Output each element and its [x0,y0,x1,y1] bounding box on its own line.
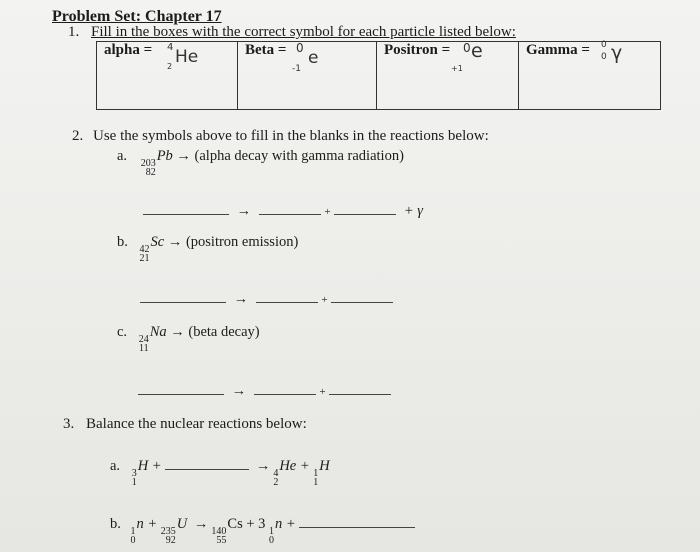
beta-charge: -1 [292,64,301,74]
nuclide-term: He + [279,458,310,474]
nuclide-term: U [176,516,188,532]
arrow: → [236,203,252,219]
atomic-number: 92 [165,535,176,546]
nuclide-symbol: Na [149,324,167,340]
atomic-number: 1 [313,477,319,488]
mass-number: 203 [140,158,156,169]
positron-label: Positron = [384,42,451,58]
positron-symbol: e [471,40,483,62]
alpha-charge: 2 [167,62,173,71]
question-3-text: Balance the nuclear reactions below: [86,416,307,432]
blank-field[interactable] [259,200,321,215]
reaction-2b [117,234,298,263]
blank-field[interactable] [299,513,415,528]
reaction-description: → (beta decay) [170,324,260,340]
beta-mass: 0 [296,41,304,55]
part-letter: a. [110,458,121,474]
plus: + [321,294,328,306]
reaction-3b [110,513,415,545]
part-letter: a. [117,148,128,164]
mass-number: 42 [139,244,150,255]
reaction-3a [110,455,330,487]
mass-number: 24 [138,334,149,345]
answer-line-2b [140,288,393,308]
question-3 [63,416,307,433]
blank-field[interactable] [254,380,316,395]
arrow: → [193,516,209,532]
question-2 [72,128,489,145]
mass-number: 1 [269,526,275,537]
positron-charge: +1 [451,64,463,73]
nuclide-symbol: Sc [150,234,165,250]
beta-cell[interactable] [238,42,377,109]
positron-cell[interactable] [377,42,519,109]
blank-field[interactable] [331,288,393,303]
reaction-description: → (positron emission) [167,234,299,250]
nuclide-term: n + [136,516,158,532]
page-title: Problem Set: Chapter 17 [52,8,222,25]
atomic-number: 0 [269,535,275,546]
atomic-number: 0 [130,535,136,546]
particle-symbol-table [96,41,661,110]
question-1-number: 1. [68,24,80,40]
part-letter: b. [117,234,128,250]
atomic-number: 2 [273,477,279,488]
question-1 [68,24,516,41]
blank-field[interactable] [138,380,224,395]
nuclide-term: n + [275,516,296,532]
blank-field[interactable] [256,288,318,303]
gamma-term: + γ [403,203,423,219]
nuclide-term: H + [137,458,162,474]
beta-label: Beta = [245,42,287,58]
atomic-number: 1 [131,477,137,488]
atomic-number: 82 [145,167,156,178]
part-letter: c. [117,324,128,340]
blank-field[interactable] [140,288,226,303]
blank-field[interactable] [329,380,391,395]
mass-number: 140 [211,526,227,537]
mass-number: 1 [130,526,136,537]
gamma-cell[interactable] [519,42,658,109]
mass-number: 235 [160,526,176,537]
mass-number: 3 [131,468,137,479]
mass-number: 1 [313,468,319,479]
alpha-mass: 4 [167,42,174,53]
alpha-symbol: He [175,47,199,67]
coefficient: + 3 [246,516,266,532]
atomic-number: 55 [216,535,227,546]
alpha-label: alpha = [104,42,153,58]
nuclide-symbol: Pb [156,148,173,164]
atomic-number: 21 [139,253,150,264]
arrow: → [255,458,271,474]
question-2-text: Use the symbols above to fill in the blanks in the reactions below: [93,128,489,144]
gamma-mass: 0 [601,40,607,50]
reaction-2a [117,148,404,177]
blank-field[interactable] [165,455,249,470]
nuclide-term: H [319,458,330,474]
alpha-cell[interactable] [97,42,238,109]
nuclide-term: Cs [227,516,243,532]
atomic-number: 11 [139,343,149,354]
blank-field[interactable] [334,200,396,215]
gamma-charge: 0 [601,52,607,62]
arrow: → [231,383,247,399]
reaction-description: → (alpha decay with gamma radiation) [176,148,404,164]
question-1-text: Fill in the boxes with the correct symbol for each particle listed below: [91,24,516,40]
plus: + [319,386,326,398]
question-2-number: 2. [72,128,84,144]
positron-mass: 0 [463,41,471,55]
gamma-symbol: γ [611,42,623,64]
reaction-2c [117,324,260,353]
question-3-number: 3. [63,416,75,432]
part-letter: b. [110,516,121,532]
blank-field[interactable] [143,200,229,215]
plus: + [324,206,331,218]
beta-symbol: e [308,48,319,68]
answer-line-2c [138,380,391,400]
mass-number: 4 [273,468,279,479]
gamma-label: Gamma = [526,42,590,58]
answer-line-2a [143,200,423,220]
arrow: → [233,291,249,307]
